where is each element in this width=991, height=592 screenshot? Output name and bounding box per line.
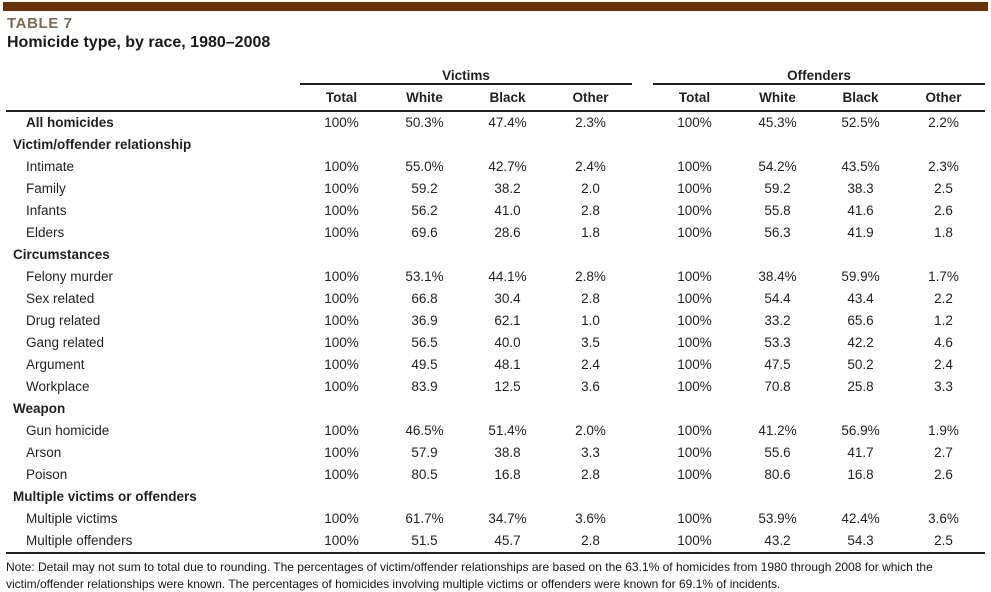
cell-value: 100%	[300, 111, 383, 134]
row-label: Elders	[6, 222, 300, 244]
cell-value	[902, 134, 985, 156]
table-row	[6, 354, 985, 376]
cell-value: 100%	[653, 420, 736, 442]
cell-value	[653, 486, 736, 508]
cell-value: 36.9	[383, 310, 466, 332]
cell-value: 1.7%	[902, 266, 985, 288]
column-header-blank	[6, 84, 300, 111]
cell-value: 44.1%	[466, 266, 549, 288]
row-label: Multiple offenders	[6, 530, 300, 553]
cell-value: 38.3	[819, 178, 902, 200]
table-row	[6, 332, 985, 354]
cell-value: 56.2	[383, 200, 466, 222]
cell-value: 80.6	[736, 464, 819, 486]
cell-value: 3.5	[549, 332, 632, 354]
cell-value	[736, 134, 819, 156]
cell-value: 28.6	[466, 222, 549, 244]
column-gap	[632, 420, 653, 442]
cell-value	[549, 486, 632, 508]
cell-value: 53.9%	[736, 508, 819, 530]
cell-value: 49.5	[383, 354, 466, 376]
cell-value: 61.7%	[383, 508, 466, 530]
cell-value: 53.3	[736, 332, 819, 354]
cell-value: 1.2	[902, 310, 985, 332]
cell-value: 100%	[300, 376, 383, 398]
table-row	[6, 200, 985, 222]
row-label: Poison	[6, 464, 300, 486]
offenders-group-header: Offenders	[653, 64, 985, 84]
cell-value: 100%	[300, 442, 383, 464]
column-gap	[632, 442, 653, 464]
cell-value: 100%	[653, 332, 736, 354]
column-gap	[632, 266, 653, 288]
row-label: Gun homicide	[6, 420, 300, 442]
cell-value: 41.6	[819, 200, 902, 222]
column-gap	[632, 244, 653, 266]
cell-value: 100%	[653, 266, 736, 288]
cell-value: 66.8	[383, 288, 466, 310]
cell-value: 55.0%	[383, 156, 466, 178]
cell-value: 100%	[300, 266, 383, 288]
cell-value: 83.9	[383, 376, 466, 398]
table-row	[6, 178, 985, 200]
cell-value	[549, 244, 632, 266]
cell-value: 100%	[653, 111, 736, 134]
cell-value: 2.0	[549, 178, 632, 200]
note-line-1: Note: Detail may not sum to total due to rounding. The percentages of victim/offender relationships are based on the 63.1% of homicides from 1980 through 2008 for which the	[6, 559, 991, 576]
cell-value	[736, 486, 819, 508]
row-label: All homicides	[6, 111, 300, 134]
cell-value: 100%	[653, 156, 736, 178]
column-gap	[632, 310, 653, 332]
cell-value: 25.8	[819, 376, 902, 398]
cell-value: 42.4%	[819, 508, 902, 530]
column-gap	[632, 354, 653, 376]
cell-value: 100%	[653, 376, 736, 398]
cell-value	[902, 244, 985, 266]
cell-value: 43.4	[819, 288, 902, 310]
row-label: Family	[6, 178, 300, 200]
cell-value: 100%	[653, 222, 736, 244]
victims-group-header: Victims	[300, 64, 632, 84]
cell-value: 43.2	[736, 530, 819, 553]
cell-value: 62.1	[466, 310, 549, 332]
cell-value: 100%	[300, 178, 383, 200]
table-row	[6, 134, 985, 156]
cell-value: 2.7	[902, 442, 985, 464]
table-row	[6, 111, 985, 134]
cell-value: 100%	[300, 354, 383, 376]
cell-value	[383, 398, 466, 420]
cell-value: 2.8%	[549, 266, 632, 288]
cell-value: 3.6%	[902, 508, 985, 530]
cell-value: 80.5	[383, 464, 466, 486]
cell-value: 4.6	[902, 332, 985, 354]
homicide-type-table	[6, 64, 985, 554]
cell-value: 40.0	[466, 332, 549, 354]
cell-value	[549, 398, 632, 420]
table-row	[6, 376, 985, 398]
cell-value: 100%	[300, 332, 383, 354]
cell-value: 2.4	[549, 354, 632, 376]
cell-value: 41.0	[466, 200, 549, 222]
cell-value: 12.5	[466, 376, 549, 398]
cell-value: 2.8	[549, 464, 632, 486]
cell-value	[819, 134, 902, 156]
cell-value: 56.5	[383, 332, 466, 354]
cell-value	[300, 398, 383, 420]
cell-value: 2.8	[549, 530, 632, 553]
cell-value	[383, 486, 466, 508]
cell-value: 2.6	[902, 200, 985, 222]
cell-value: 45.7	[466, 530, 549, 553]
cell-value: 100%	[300, 288, 383, 310]
cell-value: 30.4	[466, 288, 549, 310]
cell-value	[466, 486, 549, 508]
table-row	[6, 222, 985, 244]
cell-value	[466, 134, 549, 156]
cell-value: 55.8	[736, 200, 819, 222]
note-line-2: victim/offender relationships were known. The percentages of homicides involving multiple victims or offenders were known for 69.1% of incidents.	[6, 576, 991, 592]
cell-value: 2.5	[902, 178, 985, 200]
row-label: Infants	[6, 200, 300, 222]
row-label: Sex related	[6, 288, 300, 310]
cell-value: 100%	[300, 222, 383, 244]
table-row	[6, 420, 985, 442]
cell-value: 57.9	[383, 442, 466, 464]
column-gap	[632, 332, 653, 354]
cell-value: 16.8	[819, 464, 902, 486]
row-label: Multiple victims or offenders	[6, 486, 300, 508]
accent-bar	[3, 2, 988, 11]
cell-value: 46.5%	[383, 420, 466, 442]
row-label: Drug related	[6, 310, 300, 332]
cell-value	[902, 486, 985, 508]
cell-value: 100%	[653, 288, 736, 310]
row-label: Arson	[6, 442, 300, 464]
cell-value: 100%	[653, 508, 736, 530]
cell-value: 48.1	[466, 354, 549, 376]
cell-value: 69.6	[383, 222, 466, 244]
cell-value: 43.5%	[819, 156, 902, 178]
column-header-row	[6, 84, 985, 111]
cell-value: 100%	[653, 310, 736, 332]
table-row	[6, 508, 985, 530]
row-label: Circumstances	[6, 244, 300, 266]
row-label: Victim/offender relationship	[6, 134, 300, 156]
column-gap	[632, 178, 653, 200]
cell-value	[653, 398, 736, 420]
cell-value	[653, 134, 736, 156]
row-label: Multiple victims	[6, 508, 300, 530]
cell-value: 65.6	[819, 310, 902, 332]
table-subtitle: Homicide type, by race, 1980–2008	[7, 34, 991, 52]
cell-value	[819, 398, 902, 420]
cell-value: 51.4%	[466, 420, 549, 442]
row-label: Argument	[6, 354, 300, 376]
row-label: Weapon	[6, 398, 300, 420]
table-row	[6, 310, 985, 332]
cell-value: 2.2%	[902, 111, 985, 134]
row-label: Gang related	[6, 332, 300, 354]
cell-value	[653, 244, 736, 266]
cell-value: 50.2	[819, 354, 902, 376]
cell-value: 59.2	[383, 178, 466, 200]
column-gap	[632, 508, 653, 530]
column-gap	[632, 464, 653, 486]
cell-value: 59.9%	[819, 266, 902, 288]
cell-value: 100%	[653, 530, 736, 553]
cell-value: 53.1%	[383, 266, 466, 288]
cell-value	[466, 398, 549, 420]
cell-value: 54.2%	[736, 156, 819, 178]
cell-value: 34.7%	[466, 508, 549, 530]
column-gap	[632, 64, 653, 84]
col-header-victims-other: Other	[549, 84, 632, 111]
cell-value: 41.9	[819, 222, 902, 244]
column-gap	[632, 530, 653, 553]
col-header-victims-white: White	[383, 84, 466, 111]
column-gap	[632, 398, 653, 420]
cell-value: 2.3%	[549, 111, 632, 134]
row-label: Workplace	[6, 376, 300, 398]
cell-value: 1.8	[549, 222, 632, 244]
cell-value: 16.8	[466, 464, 549, 486]
cell-value	[819, 244, 902, 266]
column-gap	[632, 486, 653, 508]
cell-value	[300, 486, 383, 508]
cell-value: 2.4%	[549, 156, 632, 178]
table-row	[6, 156, 985, 178]
table-row	[6, 442, 985, 464]
cell-value: 41.7	[819, 442, 902, 464]
cell-value: 100%	[653, 442, 736, 464]
cell-value: 59.2	[736, 178, 819, 200]
col-header-victims-total: Total	[300, 84, 383, 111]
cell-value: 2.8	[549, 288, 632, 310]
cell-value: 100%	[653, 464, 736, 486]
table-row	[6, 398, 985, 420]
cell-value: 1.8	[902, 222, 985, 244]
table-row	[6, 486, 985, 508]
group-header-blank	[6, 64, 300, 84]
cell-value: 51.5	[383, 530, 466, 553]
group-header-row	[6, 64, 985, 84]
col-header-offenders-black: Black	[819, 84, 902, 111]
cell-value: 54.3	[819, 530, 902, 553]
cell-value: 42.7%	[466, 156, 549, 178]
column-gap	[632, 200, 653, 222]
cell-value	[819, 486, 902, 508]
cell-value: 41.2%	[736, 420, 819, 442]
cell-value: 47.4%	[466, 111, 549, 134]
cell-value: 100%	[300, 508, 383, 530]
cell-value	[300, 134, 383, 156]
table-number: TABLE 7	[7, 15, 991, 32]
col-header-offenders-white: White	[736, 84, 819, 111]
cell-value	[300, 244, 383, 266]
cell-value: 3.6%	[549, 508, 632, 530]
cell-value	[736, 244, 819, 266]
column-gap	[632, 156, 653, 178]
cell-value: 56.9%	[819, 420, 902, 442]
cell-value: 2.8	[549, 200, 632, 222]
row-label: Felony murder	[6, 266, 300, 288]
cell-value: 2.4	[902, 354, 985, 376]
cell-value	[549, 134, 632, 156]
column-gap	[632, 84, 653, 111]
cell-value: 55.6	[736, 442, 819, 464]
cell-value: 2.5	[902, 530, 985, 553]
cell-value: 3.3	[902, 376, 985, 398]
cell-value: 38.4%	[736, 266, 819, 288]
cell-value: 2.3%	[902, 156, 985, 178]
table-row	[6, 530, 985, 553]
cell-value: 1.9%	[902, 420, 985, 442]
report-table-page	[0, 2, 991, 592]
cell-value: 38.8	[466, 442, 549, 464]
cell-value: 100%	[653, 200, 736, 222]
column-gap	[632, 288, 653, 310]
table-row	[6, 464, 985, 486]
cell-value: 100%	[300, 310, 383, 332]
cell-value: 33.2	[736, 310, 819, 332]
row-label: Intimate	[6, 156, 300, 178]
cell-value: 38.2	[466, 178, 549, 200]
cell-value: 45.3%	[736, 111, 819, 134]
cell-value: 52.5%	[819, 111, 902, 134]
cell-value	[902, 398, 985, 420]
cell-value: 100%	[300, 420, 383, 442]
table-row	[6, 266, 985, 288]
cell-value: 3.3	[549, 442, 632, 464]
cell-value: 42.2	[819, 332, 902, 354]
table-body	[6, 111, 985, 553]
table-row	[6, 244, 985, 266]
col-header-offenders-other: Other	[902, 84, 985, 111]
cell-value	[383, 244, 466, 266]
column-gap	[632, 222, 653, 244]
cell-value: 2.6	[902, 464, 985, 486]
cell-value: 2.0%	[549, 420, 632, 442]
cell-value: 2.2	[902, 288, 985, 310]
cell-value	[383, 134, 466, 156]
cell-value	[466, 244, 549, 266]
cell-value: 54.4	[736, 288, 819, 310]
table-row	[6, 288, 985, 310]
column-gap	[632, 111, 653, 134]
table-note	[6, 559, 991, 592]
cell-value: 70.8	[736, 376, 819, 398]
cell-value: 1.0	[549, 310, 632, 332]
cell-value: 100%	[300, 156, 383, 178]
cell-value: 50.3%	[383, 111, 466, 134]
cell-value: 3.6	[549, 376, 632, 398]
column-gap	[632, 134, 653, 156]
cell-value: 47.5	[736, 354, 819, 376]
cell-value: 100%	[653, 354, 736, 376]
cell-value: 56.3	[736, 222, 819, 244]
cell-value	[736, 398, 819, 420]
cell-value: 100%	[300, 464, 383, 486]
cell-value: 100%	[300, 200, 383, 222]
col-header-victims-black: Black	[466, 84, 549, 111]
column-gap	[632, 376, 653, 398]
cell-value: 100%	[300, 530, 383, 553]
col-header-offenders-total: Total	[653, 84, 736, 111]
cell-value: 100%	[653, 178, 736, 200]
